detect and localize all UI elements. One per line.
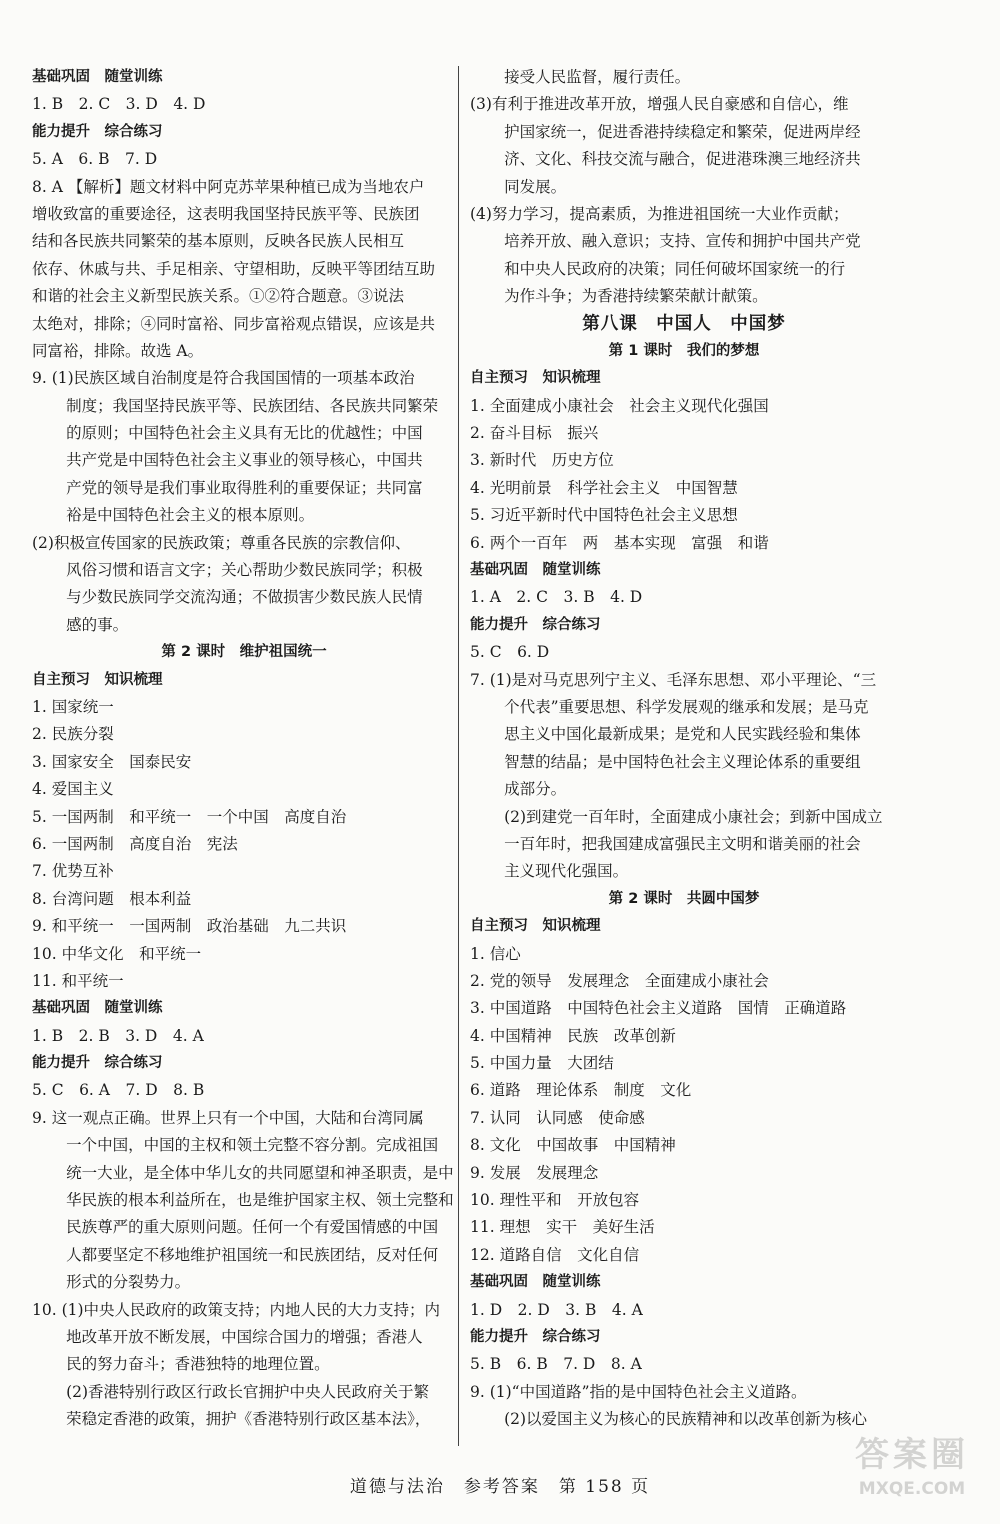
answer-line: 共产党是中国特色社会主义事业的领导核心，中国共 — [66, 451, 423, 470]
answer-line: 1. 信心 — [470, 944, 521, 963]
answer-line: 2. 民族分裂 — [32, 725, 114, 744]
answer-line: (3)有利于推进改革开放，增强人民自豪感和自信心，维 — [470, 95, 849, 114]
answer-line: 智慧的结晶；是中国特色社会主义理论体系的重要组 — [504, 752, 861, 771]
answer-line: 7. (1)是对马克思列宁主义、毛泽东思想、邓小平理论、“三 — [470, 670, 877, 689]
answer-line: 同富裕，排除。故选 A。 — [32, 341, 204, 360]
watermark-logo — [832, 1432, 992, 1518]
answer-line: 10. 理性平和 开放包容 — [470, 1191, 640, 1210]
answer-line: 9. 这一观点正确。世界上只有一个中国，大陆和台湾同属 — [32, 1108, 424, 1127]
answer-line: 增收致富的重要途径，这表明我国坚持民族平等、民族团 — [32, 204, 420, 223]
answer-line: 接受人民监督，履行责任。 — [504, 68, 691, 86]
section-heading: 第 2 课时 共圆中国梦 — [608, 890, 760, 907]
answer-line: 与少数民族同学交流沟通；不做损害少数民族人民情 — [66, 588, 423, 607]
answer-line: 培养开放、融入意识；支持、宣传和拥护中国共产党 — [504, 232, 861, 251]
section-heading: 基础巩固 随堂训练 — [470, 1274, 601, 1291]
answer-line: 1. 国家统一 — [32, 697, 114, 716]
answer-line: 同发展。 — [504, 177, 567, 196]
answer-line: 统一大业，是全体中华儿女的共同愿望和神圣职责，是中 — [66, 1163, 454, 1182]
section-heading: 自主预习 知识梳理 — [32, 671, 163, 688]
answer-line: 一百年时，把我国建成富强民主文明和谐美丽的社会 — [504, 834, 861, 853]
answer-line: 5. A 6. B 7. D — [32, 150, 158, 169]
answer-line: 4. 爱国主义 — [32, 780, 114, 799]
answer-line: 3. 国家安全 国泰民安 — [32, 752, 192, 771]
section-heading: 能力提升 综合练习 — [32, 1055, 163, 1072]
answer-line: 6. 道路 理论体系 制度 文化 — [470, 1081, 692, 1100]
right-column — [470, 64, 898, 1434]
answer-line: 8. 文化 中国故事 中国精神 — [470, 1136, 676, 1155]
answer-line: (2)香港特别行政区行政长官拥护中央人民政府关于繁 — [66, 1382, 430, 1401]
answer-line: 风俗习惯和语言文字；关心帮助少数民族同学；积极 — [66, 561, 423, 580]
answer-line: 裕是中国特色社会主义的根本原则。 — [66, 506, 315, 525]
answer-line: 济、文化、科技交流与融合，促进港珠澳三地经济共 — [504, 150, 861, 169]
answer-line: 12. 道路自信 文化自信 — [470, 1245, 640, 1264]
watermark-url: MXQE.COM — [858, 1479, 966, 1499]
answer-line: 思主义中国化最新成果；是党和人民实践经验和集体 — [504, 725, 861, 744]
answer-line: 8. 台湾问题 根本利益 — [32, 889, 192, 908]
section-heading: 第 1 课时 我们的梦想 — [608, 342, 760, 359]
section-heading: 自主预习 知识梳理 — [470, 918, 601, 935]
answer-line: 3. 中国道路 中国特色社会主义道路 国情 正确道路 — [470, 999, 847, 1018]
answer-line: 1. B 2. C 3. D 4. D — [32, 95, 206, 114]
answer-line: 依存、休戚与共、手足相亲、守望相助，反映平等团结互助 — [32, 259, 436, 278]
answer-line: 8. A 【解析】题文材料中阿克苏苹果种植已成为当地农户 — [32, 177, 425, 196]
answer-line: 地改革开放不断发展，中国综合国力的增强；香港人 — [66, 1327, 423, 1346]
answer-line: 太绝对，排除；④同时富裕、同步富裕观点错误，应该是共 — [32, 314, 436, 333]
answer-line: 7. 优势互补 — [32, 862, 114, 881]
answer-line: 1. B 2. B 3. D 4. A — [32, 1026, 204, 1045]
answer-line: 1. 全面建成小康社会 社会主义现代化强国 — [470, 396, 769, 415]
answer-line: 9. 和平统一 一国两制 政治基础 九二共识 — [32, 917, 347, 936]
answer-line: 10. 中华文化 和平统一 — [32, 944, 202, 963]
answer-line: 1. A 2. C 3. B 4. D — [470, 588, 643, 607]
answer-line: 5. C 6. D — [470, 643, 550, 662]
answer-line: 4. 光明前景 科学社会主义 中国智慧 — [470, 478, 738, 497]
section-heading: 能力提升 综合练习 — [470, 1328, 601, 1345]
answer-line: 5. 中国力量 大团结 — [470, 1054, 614, 1073]
answer-line: 成部分。 — [504, 780, 567, 799]
answer-line: 产党的领导是我们事业取得胜利的重要保证；共同富 — [66, 478, 423, 497]
answer-line: 荣稳定香港的政策，拥护《香港特别行政区基本法》， — [66, 1410, 431, 1429]
answer-line: 个代表”重要思想、科学发展观的继承和发展；是马克 — [504, 697, 869, 716]
answer-line: 结和各民族共同繁荣的基本原则，反映各民族人民相互 — [32, 232, 405, 251]
answer-line: 主义现代化强国。 — [504, 862, 629, 881]
section-heading: 第 2 课时 维护祖国统一 — [161, 644, 327, 661]
answer-line: 9. (1)“中国道路”指的是中国特色社会主义道路。 — [470, 1382, 807, 1401]
answer-line: 5. 一国两制 和平统一 一个中国 高度自治 — [32, 807, 347, 826]
answer-line: 民族尊严的重大原则问题。任何一个有爱国情感的中国 — [66, 1218, 439, 1237]
answer-line: 5. C 6. A 7. D 8. B — [32, 1081, 205, 1100]
section-heading: 基础巩固 随堂训练 — [32, 1000, 163, 1017]
answer-line: 1. D 2. D 3. B 4. A — [470, 1300, 643, 1319]
answer-line: (4)努力学习，提高素质，为推进祖国统一大业作贡献； — [470, 204, 849, 223]
answer-line: 和谐的社会主义新型民族关系。①②符合题意。③说法 — [32, 287, 405, 306]
answer-line: 民的努力奋斗；香港独特的地理位置。 — [66, 1355, 330, 1374]
section-heading: 自主预习 知识梳理 — [470, 370, 601, 387]
answer-line: 2. 党的领导 发展理念 全面建成小康社会 — [470, 971, 769, 990]
answer-line: 人都要坚定不移地维护祖国统一和民族团结，反对任何 — [66, 1245, 439, 1264]
answer-line: 制度；我国坚持民族平等、民族团结、各民族共同繁荣 — [66, 396, 439, 415]
answer-line: (2)积极宣传国家的民族政策；尊重各民族的宗教信仰、 — [32, 533, 411, 552]
answer-line: 和中央人民政府的决策；同任何破坏国家统一的行 — [504, 259, 846, 278]
answer-line: 5. 习近平新时代中国特色社会主义思想 — [470, 506, 738, 525]
left-column — [32, 64, 456, 1434]
answer-line: 9. (1)民族区域自治制度是符合我国国情的一项基本政治 — [32, 369, 415, 388]
answer-line: 2. 奋斗目标 振兴 — [470, 424, 599, 443]
answer-line: 3. 新时代 历史方位 — [470, 451, 614, 470]
answer-line: 11. 理想 实干 美好生活 — [470, 1218, 655, 1237]
answer-line: 6. 两个一百年 两 基本实现 富强 和谐 — [470, 533, 769, 552]
section-heading: 基础巩固 随堂训练 — [470, 562, 601, 579]
section-heading: 基础巩固 随堂训练 — [32, 69, 163, 85]
answer-line: 9. 发展 发展理念 — [470, 1163, 599, 1182]
answer-line: 11. 和平统一 — [32, 971, 124, 990]
answer-line: 4. 中国精神 民族 改革创新 — [470, 1026, 676, 1045]
watermark-logo-text: 答案圈 — [855, 1435, 969, 1475]
section-heading: 第八课 中国人 中国梦 — [582, 313, 786, 334]
answer-line: 护国家统一，促进香港持续稳定和繁荣，促进两岸经 — [504, 122, 861, 141]
answer-line: 形式的分裂势力。 — [66, 1273, 191, 1292]
answer-line: (2)以爱国主义为核心的民族精神和以改革创新为核心 — [504, 1410, 868, 1429]
page-footer: 道德与法治 参考答案 第 158 页 — [349, 1477, 651, 1497]
answer-line: 感的事。 — [66, 615, 129, 634]
answer-line: 为作斗争；为香港持续繁荣献计献策。 — [504, 287, 768, 306]
answer-line: 7. 认同 认同感 使命感 — [470, 1108, 645, 1127]
section-heading: 能力提升 综合练习 — [32, 123, 163, 140]
section-heading: 能力提升 综合练习 — [470, 616, 601, 633]
answer-line: (2)到建党一百年时，全面建成小康社会；到新中国成立 — [504, 807, 883, 826]
answer-line: 10. (1)中央人民政府的政策支持；内地人民的大力支持；内 — [32, 1300, 441, 1319]
answer-line: 华民族的根本利益所在，也是维护国家主权、领土完整和 — [66, 1191, 454, 1210]
answer-line: 的原则；中国特色社会主义具有无比的优越性；中国 — [66, 424, 423, 443]
answer-line: 6. 一国两制 高度自治 宪法 — [32, 834, 238, 853]
answer-line: 一个中国，中国的主权和领土完整不容分割。完成祖国 — [66, 1136, 439, 1155]
column-divider — [458, 66, 459, 1446]
answer-line: 5. B 6. B 7. D 8. A — [470, 1355, 642, 1374]
